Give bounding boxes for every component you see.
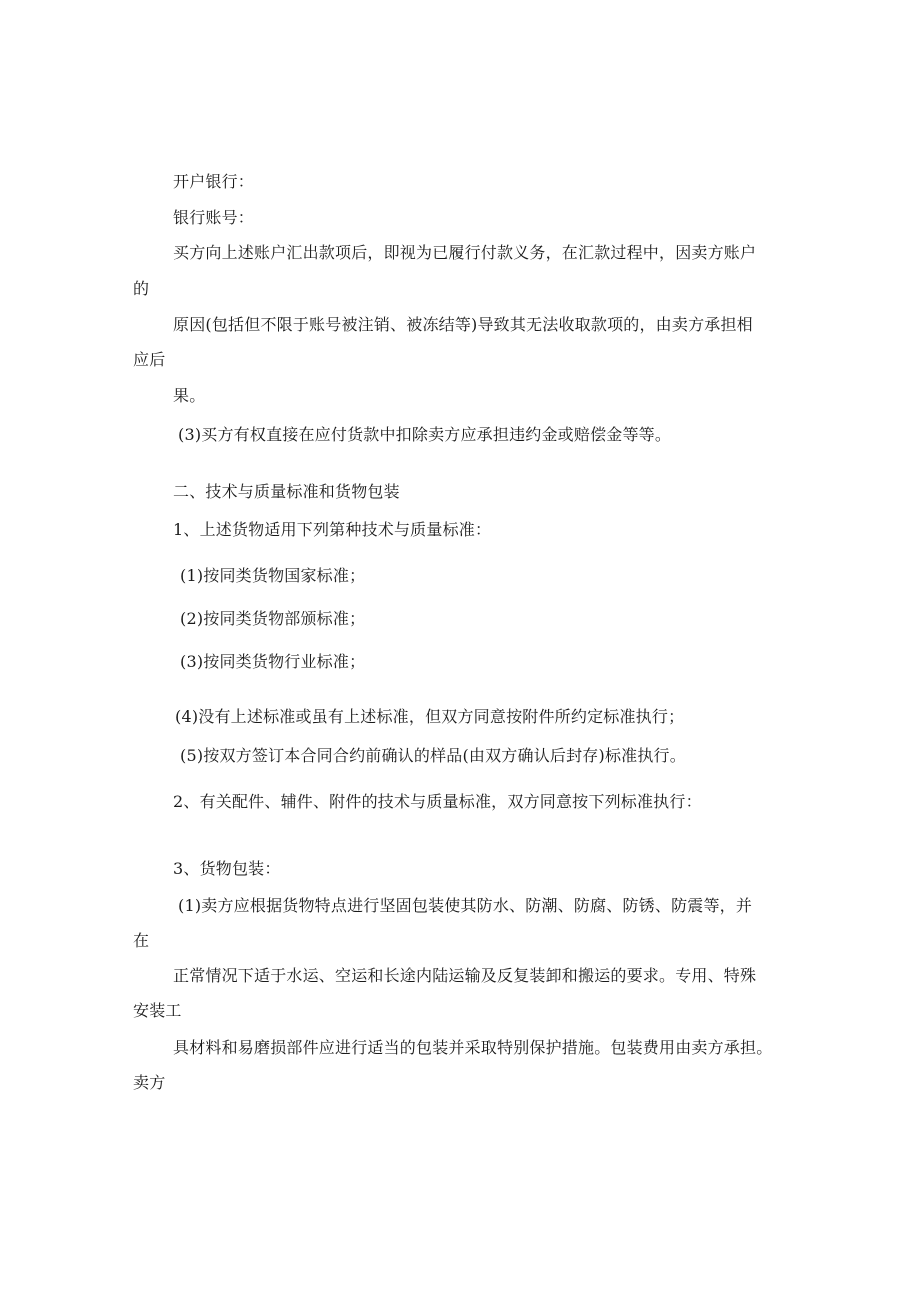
list-item: (2)按同类货物部颁标准； [180, 609, 366, 628]
paragraph-line: 应后 [133, 350, 166, 369]
paragraph-line: 具材料和易磨损部件应进行适当的包装并采取特别保护措施。包装费用由卖方承担。 [173, 1038, 773, 1057]
paragraph-line: (1)卖方应根据货物特点进行坚固包装使其防水、防潮、防腐、防锈、防震等，并 [178, 896, 753, 915]
paragraph-line: 原因(包括但不限于账号被注销、被冻结等)导致其无法收取款项的，由卖方承担相 [173, 315, 753, 334]
clause-item: (3)买方有权直接在应付货款中扣除卖方应承担违约金或赔偿金等等。 [178, 425, 672, 444]
section-heading: 二、技术与质量标准和货物包装 [173, 482, 400, 501]
paragraph-line: 的 [133, 279, 150, 298]
list-item: (1)按同类货物国家标准； [180, 566, 366, 585]
paragraph-line: 正常情况下适于水运、空运和长途内陆运输及反复装卸和搬运的要求。专用、特殊 [173, 966, 757, 985]
bank-name-label: 开户银行： [173, 172, 255, 191]
list-item: (5)按双方签订本合同合约前确认的样品(由双方确认后封存)标准执行。 [180, 746, 686, 765]
paragraph-line: 买方向上述账户汇出款项后，即视为已履行付款义务，在汇款过程中，因卖方账户 [173, 243, 757, 262]
paragraph-line: 卖方 [133, 1073, 166, 1092]
list-item: (4)没有上述标准或虽有上述标准，但双方同意按附件所约定标准执行； [175, 707, 685, 726]
paragraph-line: 安装工 [133, 1001, 182, 1020]
paragraph-line: 果。 [173, 386, 206, 405]
clause-item: 3、货物包装： [173, 859, 281, 878]
bank-account-label: 银行账号： [173, 208, 255, 227]
paragraph-line: 在 [133, 931, 150, 950]
clause-item: 2、有关配件、辅件、附件的技术与质量标准，双方同意按下列标准执行： [173, 792, 702, 811]
list-item: (3)按同类货物行业标准； [180, 652, 366, 671]
clause-item: 1、上述货物适用下列第种技术与质量标准： [173, 520, 492, 539]
